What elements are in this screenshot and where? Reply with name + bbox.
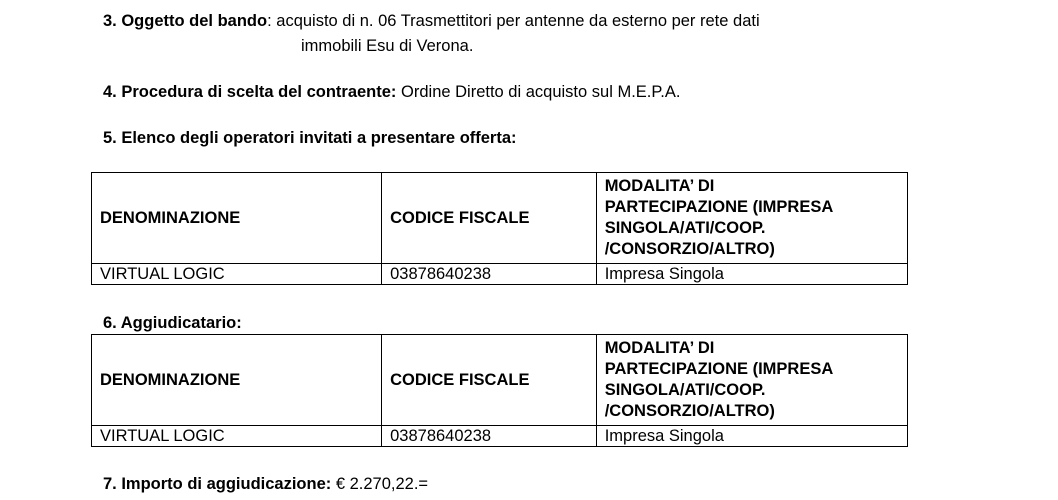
cell-denominazione: VIRTUAL LOGIC xyxy=(92,264,382,285)
header-denominazione: DENOMINAZIONE xyxy=(92,173,382,264)
section-7-label: 7. Importo di aggiudicazione: xyxy=(103,475,332,493)
awardee-table xyxy=(91,334,908,447)
section-4-line xyxy=(103,82,680,102)
header-modalita: MODALITA’ DI PARTECIPAZIONE (IMPRESA SINGOLA/ATI/COOP. /CONSORZIO/ALTRO) xyxy=(596,335,907,426)
header-codice-fiscale: CODICE FISCALE xyxy=(382,173,597,264)
header-codice-fiscale: CODICE FISCALE xyxy=(382,335,597,426)
section-4-label: 4. Procedura di scelta del contraente: xyxy=(103,83,397,101)
header-denominazione: DENOMINAZIONE xyxy=(92,335,382,426)
header-modalita: MODALITA’ DI PARTECIPAZIONE (IMPRESA SINGOLA/ATI/COOP. /CONSORZIO/ALTRO) xyxy=(596,173,907,264)
table-row xyxy=(92,426,908,447)
cell-modalita: Impresa Singola xyxy=(596,264,907,285)
section-5-label: 5. Elenco degli operatori invitati a presentare offerta: xyxy=(103,129,517,147)
section-3-line xyxy=(103,11,760,31)
section-7-amount: € 2.270,22.= xyxy=(331,475,429,493)
section-4-text: Ordine Diretto di acquisto sul M.E.P.A. xyxy=(396,83,681,101)
section-3-text-continued: immobili Esu di Verona. xyxy=(301,37,474,55)
invited-operators-table xyxy=(91,172,908,285)
table-header-row xyxy=(92,173,908,264)
cell-denominazione: VIRTUAL LOGIC xyxy=(92,426,382,447)
section-7-line xyxy=(103,474,428,494)
cell-codice-fiscale: 03878640238 xyxy=(382,426,597,447)
section-6-label: 6. Aggiudicatario: xyxy=(103,314,242,332)
table-header-row xyxy=(92,335,908,426)
cell-codice-fiscale: 03878640238 xyxy=(382,264,597,285)
section-3-text: : acquisto di n. 06 Trasmettitori per antenne da esterno per rete dati xyxy=(267,12,760,30)
section-3-label: 3. Oggetto del bando xyxy=(103,12,268,30)
cell-modalita: Impresa Singola xyxy=(596,426,907,447)
table-row xyxy=(92,264,908,285)
